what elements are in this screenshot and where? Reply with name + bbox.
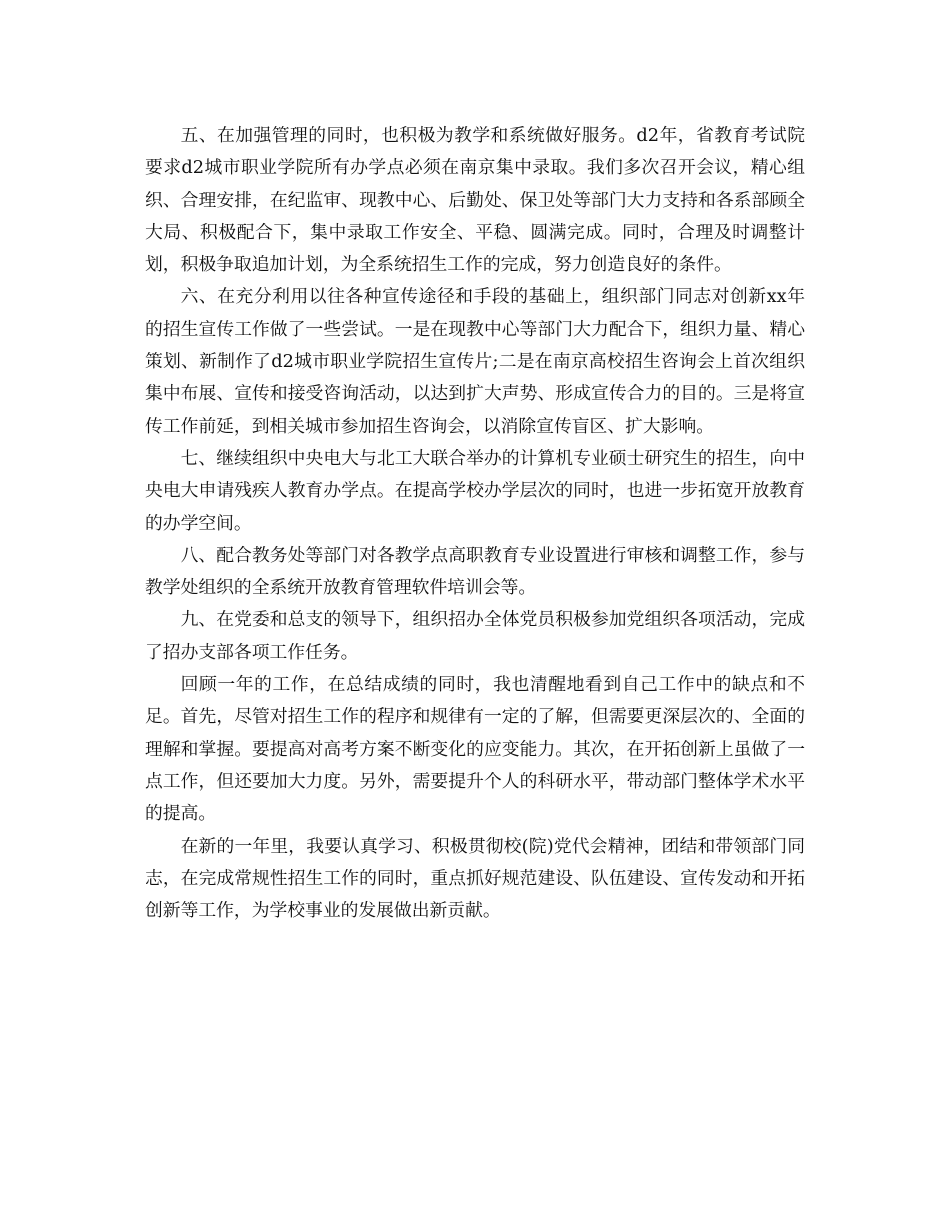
paragraph-review: 回顾一年的工作，在总结成绩的同时，我也清醒地看到自己工作中的缺点和不足。首先，尽管对招生工作的程序和规律有一定的了解，但需要更深层次的、全面的理解和掌握。要提高对高考方案不断变化的应变能力。其次，在开拓创新上虽做了一点工作，但还要加大力度。另外，需要提升个人的科研水平，带动部门整体学术水平的提高。 <box>145 674 805 825</box>
paragraph-graduate-enrollment: 七、继续组织中央电大与北工大联合举办的计算机专业硕士研究生的招生，向中央电大申请残疾人教育办学点。在提高学校办学层次的同时，也进一步拓宽开放教育的办学空间。 <box>145 447 805 534</box>
document-body <box>145 120 805 927</box>
paragraph-new-year-plan: 在新的一年里，我要认真学习、积极贯彻校(院)党代会精神，团结和带领部门同志，在完成常规性招生工作的同时，重点抓好规范建设、队伍建设、宣传发动和开拓创新等工作，为学校事业的发展做出新贡献。 <box>145 835 805 922</box>
paragraph-publicity: 六、在充分利用以往各种宣传途径和手段的基础上，组织部门同志对创新xx年的招生宣传工作做了一些尝试。一是在现教中心等部门大力配合下，组织力量、精心策划、新制作了d2城市职业学院招生宣传片;二是在南京高校招生咨询会上首次组织集中布展、宣传和接受咨询活动，以达到扩大声势、形成宣传合力的目的。三是将宣传工作前延，到相关城市参加招生咨询会，以消除宣传盲区、扩大影响。 <box>145 286 805 437</box>
paragraph-party-activities: 九、在党委和总支的领导下，组织招办全体党员积极参加党组织各项活动，完成了招办支部各项工作任务。 <box>145 609 805 663</box>
paragraph-academic-affairs: 八、配合教务处等部门对各教学点高职教育专业设置进行审核和调整工作，参与教学处组织的全系统开放教育管理软件培训会等。 <box>145 544 805 599</box>
paragraph-service: 五、在加强管理的同时，也积极为教学和系统做好服务。d2年，省教育考试院要求d2城市职业学院所有办学点必须在南京集中录取。我们多次召开会议，精心组织、合理安排，在纪监审、现教中心、后勤处、保卫处等部门大力支持和各系部顾全大局、积极配合下，集中录取工作安全、平稳、圆满完成。同时，合理及时调整计划，积极争取追加计划，为全系统招生工作的完成，努力创造良好的条件。 <box>145 125 805 276</box>
